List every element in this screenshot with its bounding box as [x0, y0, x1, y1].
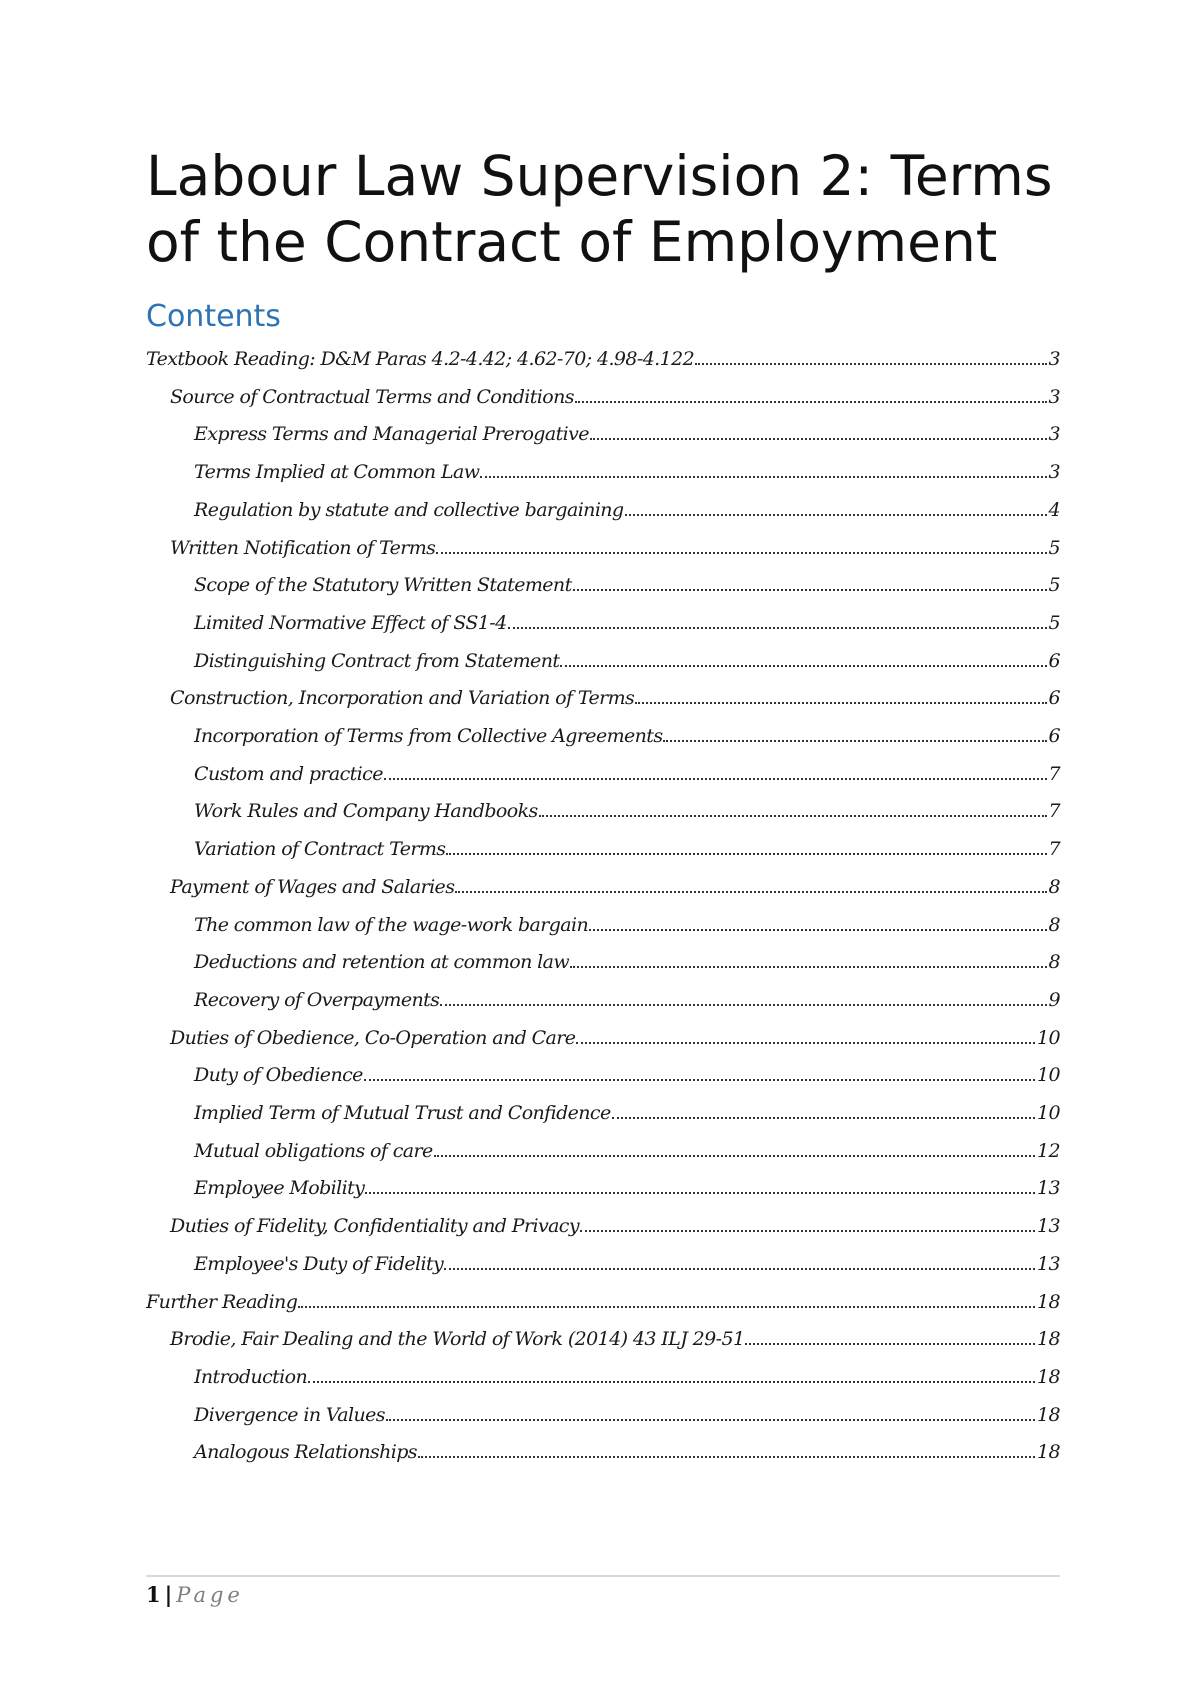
footer-separator: |: [164, 1582, 173, 1607]
toc-entry[interactable]: [194, 981, 1060, 1011]
toc-entry-page: 4: [1048, 498, 1060, 521]
toc-entry[interactable]: [170, 1320, 1060, 1350]
toc-entry-page: 12: [1037, 1139, 1060, 1162]
toc-dot-leader: [364, 1057, 1035, 1081]
toc-entry-title: Written Notification of Terms: [170, 536, 436, 559]
toc-entry[interactable]: [194, 491, 1060, 521]
toc-entry-page: 8: [1048, 913, 1060, 936]
toc-entry-page: 7: [1048, 838, 1060, 861]
toc-entry-page: 13: [1037, 1215, 1060, 1238]
toc-entry-title: Recovery of Overpayments: [194, 988, 440, 1011]
toc-entry-title: Employee's Duty of Fidelity: [194, 1252, 444, 1275]
toc-dot-leader: [455, 869, 1046, 893]
toc-dot-leader: [573, 567, 1047, 591]
toc-entry-title: Distinguishing Contract from Statement: [194, 649, 560, 672]
toc-entry-page: 6: [1048, 649, 1060, 672]
toc-entry[interactable]: [194, 830, 1060, 860]
toc-entry-page: 10: [1037, 1102, 1060, 1124]
toc-dot-leader: [663, 718, 1046, 742]
toc-entry-page: 13: [1037, 1252, 1060, 1275]
toc-entry[interactable]: [170, 1019, 1060, 1049]
toc-entry-title: Further Reading: [146, 1290, 298, 1313]
toc-dot-leader: [539, 793, 1047, 817]
toc-dot-leader: [745, 1321, 1035, 1345]
toc-entry-page: 5: [1048, 536, 1060, 559]
toc-entry-page: 18: [1037, 1441, 1060, 1464]
toc-dot-leader: [612, 1095, 1035, 1119]
toc-entry[interactable]: [194, 604, 1060, 634]
toc-entry[interactable]: [170, 378, 1060, 408]
toc-entry-title: Analogous Relationships: [194, 1441, 417, 1464]
toc-entry-title: Duties of Obedience, Co-Operation and Care: [170, 1026, 576, 1049]
toc-entry[interactable]: [194, 642, 1060, 672]
toc-entry[interactable]: [194, 792, 1060, 822]
toc-entry-title: Variation of Contract Terms: [194, 838, 446, 861]
toc-entry[interactable]: [194, 1245, 1060, 1275]
toc-entry-page: 3: [1048, 423, 1060, 446]
toc-entry[interactable]: [170, 1207, 1060, 1237]
toc-entry-title: Regulation by statute and collective bargaining: [194, 498, 624, 521]
toc-dot-leader: [365, 1170, 1035, 1194]
toc-entry-title: Express Terms and Managerial Prerogative: [194, 423, 589, 446]
toc-entry[interactable]: [194, 1056, 1060, 1086]
footer-divider: [146, 1575, 1060, 1577]
toc-entry-page: 3: [1048, 348, 1060, 370]
document-title: Labour Law Supervision 2: Terms of the Contract of Employment: [146, 144, 1053, 274]
toc-entry-title: Employee Mobility: [194, 1177, 365, 1200]
toc-entry-page: 10: [1037, 1026, 1060, 1049]
toc-entry-title: Limited Normative Effect of SS1-4: [194, 611, 507, 634]
toc-dot-leader: [440, 982, 1046, 1006]
page-label: Page: [176, 1583, 244, 1607]
toc-dot-leader: [444, 1246, 1035, 1270]
toc-entry-title: Brodie, Fair Dealing and the World of Work (2014) 43 ILJ 29-51: [170, 1328, 745, 1351]
page-footer: [146, 1580, 244, 1610]
toc-entry[interactable]: [194, 1358, 1060, 1388]
toc-dot-leader: [386, 1397, 1035, 1421]
contents-heading: Contents: [146, 299, 281, 334]
toc-dot-leader: [576, 1020, 1035, 1044]
toc-dot-leader: [560, 643, 1046, 667]
toc-entry-title: Duty of Obedience: [194, 1064, 363, 1087]
toc-entry[interactable]: [170, 529, 1060, 559]
toc-entry[interactable]: [194, 566, 1060, 596]
toc-entry[interactable]: [194, 1169, 1060, 1199]
toc-entry[interactable]: [194, 1094, 1060, 1124]
toc-entry[interactable]: [194, 453, 1060, 483]
toc-dot-leader: [446, 831, 1046, 855]
toc-entry-page: 13: [1037, 1177, 1060, 1200]
toc-entry[interactable]: [146, 1283, 1060, 1313]
toc-entry-title: Textbook Reading: D&M Paras 4.2-4.42; 4.62-70; 4.98-4.122: [146, 348, 695, 370]
toc-dot-leader: [480, 454, 1046, 478]
toc-entry[interactable]: [146, 340, 1060, 370]
toc-entry-page: 3: [1048, 385, 1060, 408]
toc-entry-page: 10: [1037, 1064, 1060, 1087]
toc-entry-page: 7: [1048, 762, 1060, 785]
toc-entry-title: Custom and practice: [194, 762, 383, 785]
toc-entry-title: Work Rules and Company Handbooks: [194, 800, 538, 823]
toc-dot-leader: [570, 944, 1046, 968]
toc-entry-page: 9: [1048, 988, 1060, 1011]
toc-entry-title: Mutual obligations of care: [194, 1139, 433, 1162]
toc-dot-leader: [436, 530, 1046, 554]
toc-dot-leader: [434, 1133, 1035, 1157]
toc-entry-page: 5: [1048, 611, 1060, 634]
toc-entry-title: Scope of the Statutory Written Statement: [194, 574, 572, 597]
toc-entry-title: Implied Term of Mutual Trust and Confidence: [194, 1102, 611, 1124]
toc-entry-title: Deductions and retention at common law: [194, 951, 570, 974]
toc-dot-leader: [418, 1434, 1035, 1458]
toc-dot-leader: [635, 680, 1046, 704]
toc-entry-title: Introduction: [194, 1365, 308, 1388]
toc-entry[interactable]: [194, 943, 1060, 973]
toc-entry[interactable]: [194, 415, 1060, 445]
toc-dot-leader: [695, 341, 1046, 365]
toc-entry-page: 5: [1048, 574, 1060, 597]
toc-entry-title: The common law of the wage-work bargain: [194, 913, 589, 936]
page-number: 1: [146, 1582, 161, 1607]
toc-dot-leader: [384, 756, 1047, 780]
toc-dot-leader: [575, 379, 1047, 403]
toc-dot-leader: [298, 1284, 1035, 1308]
toc-entry-page: 18: [1037, 1365, 1060, 1388]
toc-entry-page: 8: [1048, 875, 1060, 898]
toc-entry-title: Incorporation of Terms from Collective Agreements: [194, 725, 663, 747]
toc-dot-leader: [589, 907, 1046, 931]
toc-entry[interactable]: [194, 906, 1060, 936]
toc-entry-title: Duties of Fidelity, Confidentiality and Privacy: [170, 1215, 579, 1238]
toc-entry-page: 3: [1048, 461, 1060, 484]
toc-entry-title: Construction, Incorporation and Variation of Terms: [170, 687, 635, 710]
toc-dot-leader: [308, 1359, 1035, 1383]
toc-entry-page: 6: [1048, 687, 1060, 710]
toc-entry-title: Payment of Wages and Salaries: [170, 875, 455, 898]
toc-dot-leader: [508, 605, 1047, 629]
toc-entry-title: Divergence in Values: [194, 1403, 385, 1426]
toc-entry-page: 7: [1048, 800, 1060, 823]
toc-entry-page: 18: [1037, 1328, 1060, 1351]
toc-entry-page: 18: [1037, 1290, 1060, 1313]
toc-entry[interactable]: [194, 1433, 1060, 1463]
toc-dot-leader: [590, 416, 1047, 440]
toc-entry-title: Source of Contractual Terms and Conditions: [170, 385, 574, 408]
toc-entry-page: 6: [1048, 725, 1060, 747]
toc-entry[interactable]: [194, 717, 1060, 747]
toc-entry[interactable]: [194, 755, 1060, 785]
toc-entry[interactable]: [194, 1396, 1060, 1426]
toc-entry-title: Terms Implied at Common Law: [194, 461, 480, 484]
toc-dot-leader: [580, 1208, 1035, 1232]
toc-entry-page: 8: [1048, 951, 1060, 974]
toc-entry-page: 18: [1037, 1403, 1060, 1426]
toc-dot-leader: [625, 492, 1047, 516]
toc-entry[interactable]: [170, 679, 1060, 709]
toc-entry[interactable]: [194, 1132, 1060, 1162]
toc-entry[interactable]: [170, 868, 1060, 898]
